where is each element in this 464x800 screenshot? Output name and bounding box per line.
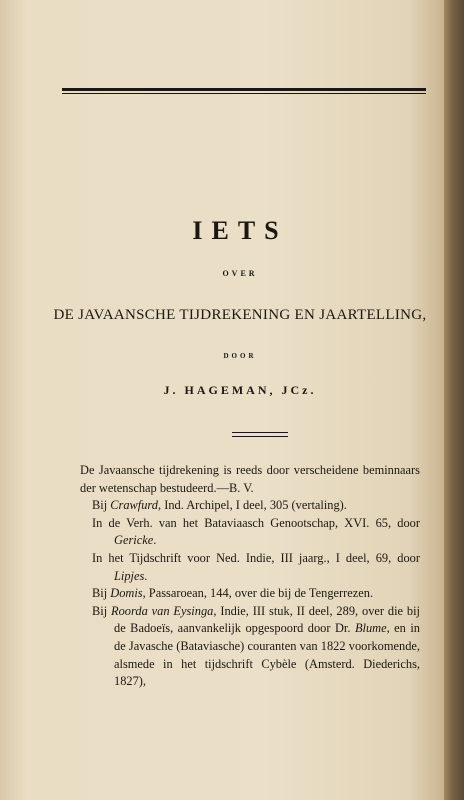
book-spine: [444, 0, 464, 800]
reference-item: Bij Roorda van Eysinga, Indie, III stuk, II deel, 289, over die bij de Badoeïs, aanvankelijk opgespoord door Dr. Blume, en in de Javasche (Bataviasche) couranten van 1822 voorkomende, alsmede in het tijdschrift Cybèle (Amsterd. Diederichs, 1827),: [92, 603, 421, 689]
reference-item: In het Tijdschrift voor Ned. Indie, III jaarg., I deel, 69, door Lipjes.: [92, 550, 420, 583]
reference-item: Bij Crawfurd, Ind. Archipel, I deel, 305 (vertaling).: [92, 498, 347, 513]
author-name: J. HAGEMAN, JCz.: [163, 383, 317, 397]
door-label: DOOR: [223, 352, 257, 360]
page-subtitle: DE JAVAANSCHE TIJDREKENING EN JAARTELLING,: [53, 307, 427, 323]
over-label: OVER: [222, 269, 258, 278]
body-text: [80, 462, 420, 691]
page-title: IETS: [192, 216, 288, 245]
reference-item: In de Verh. van het Bataviaasch Genootschap, XVI. 65, door Gericke.: [92, 515, 420, 548]
top-double-rule: [62, 88, 426, 94]
section-rule: [232, 432, 288, 437]
show-through-text: [70, 58, 410, 76]
intro-paragraph: De Javaansche tijdrekening is reeds door verscheidene beminnaars der wetenschap bestudeerd.—B. V.: [80, 463, 420, 495]
reference-item: Bij Domis, Passaroean, 144, over die bij de Tengerrezen.: [92, 586, 374, 601]
